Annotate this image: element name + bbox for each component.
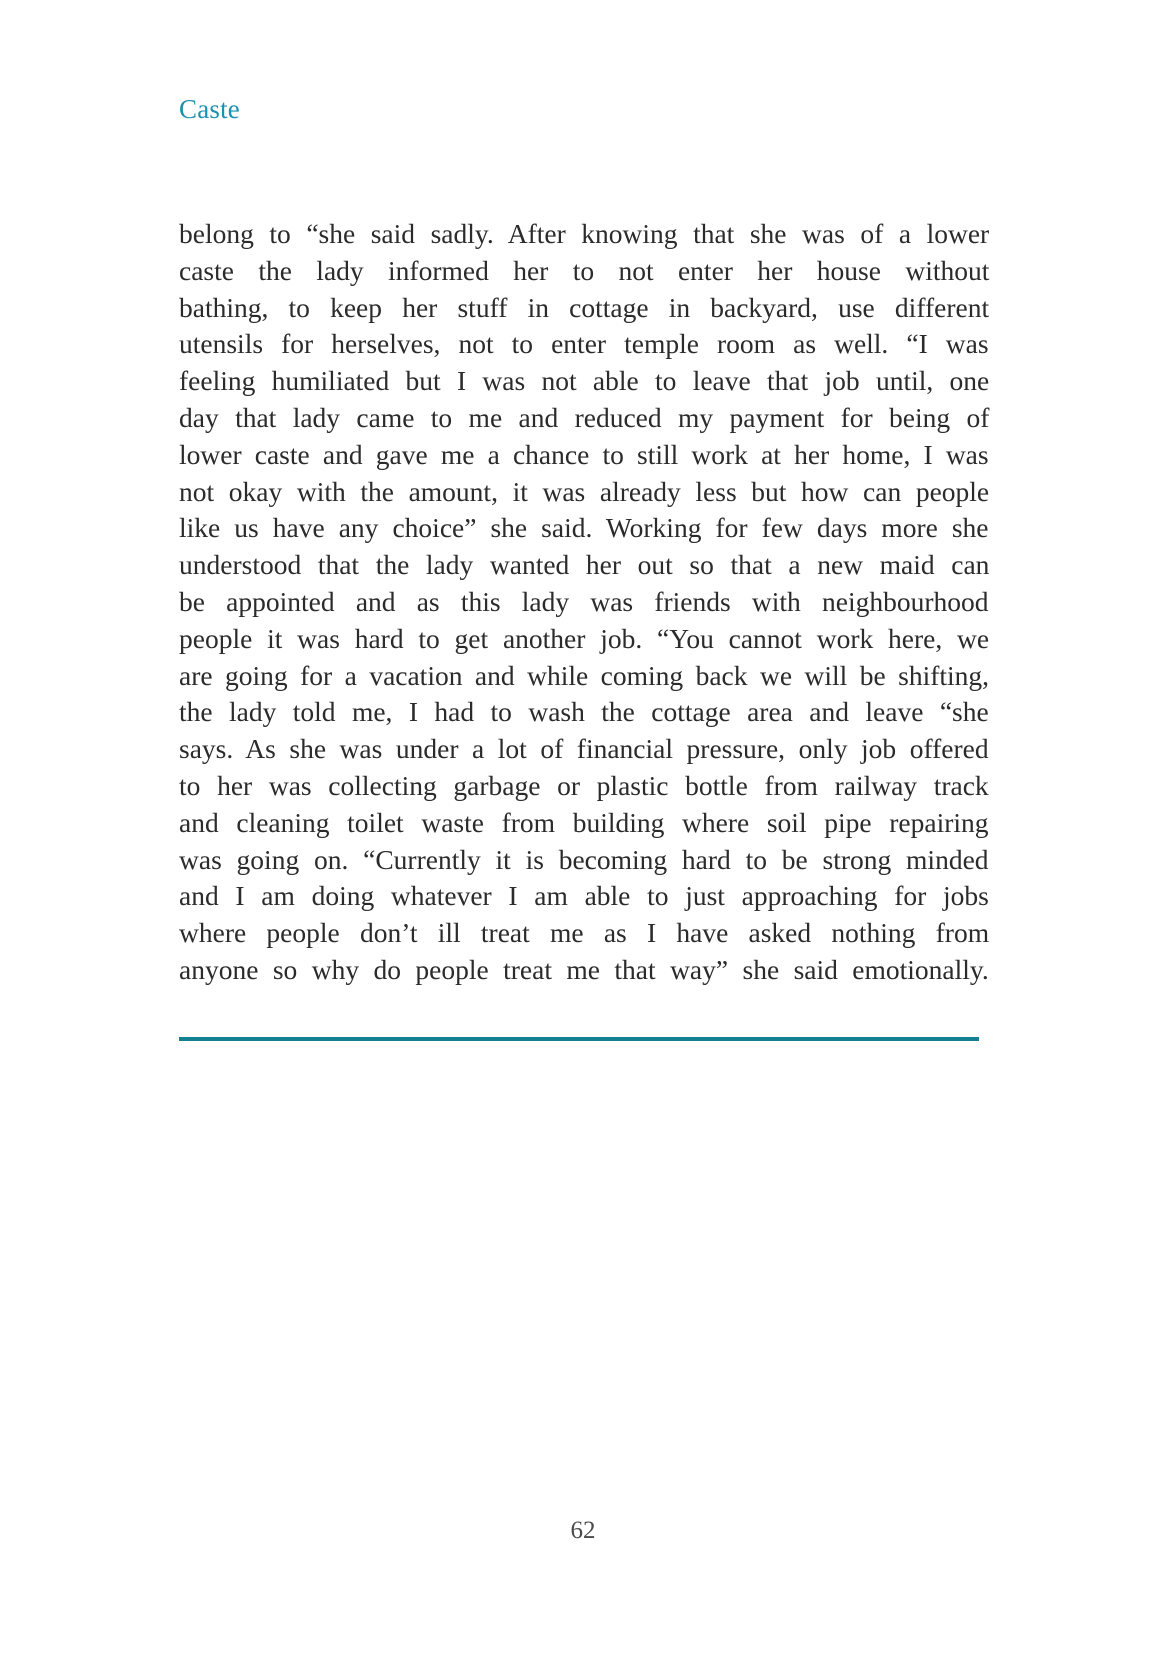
paragraph-line: and I am doing whatever I am able to just approaching for jobs	[179, 880, 989, 912]
paragraph-line: be appointed and as this lady was friends with neighbourhood	[179, 585, 989, 617]
paragraph-line: lower caste and gave me a chance to still work at her home, I was	[179, 438, 989, 470]
paragraph-line: where people don’t ill treat me as I have asked nothing from	[179, 917, 990, 949]
section-divider-rule	[179, 1037, 979, 1041]
paragraph-line: belong to “she said sadly. After knowing that she was of a lower	[179, 218, 990, 249]
page-number: 62	[570, 1517, 596, 1544]
paragraph-line: not okay with the amount, it was already less but how can people	[179, 475, 990, 507]
paragraph-line: and cleaning toilet waste from building where soil pipe repairing	[179, 806, 989, 838]
running-header-title: Caste	[179, 94, 240, 124]
paragraph-line: like us have any choice” she said. Working for few days more she	[179, 512, 989, 544]
paragraph-line: are going for a vacation and while coming back we will be shifting,	[179, 659, 990, 691]
body-paragraph	[179, 216, 989, 989]
paragraph-line: the lady told me, I had to wash the cottage area and leave “she	[179, 696, 989, 728]
paragraph-line: caste the lady informed her to not enter her house without	[179, 254, 990, 286]
paragraph-line: day that lady came to me and reduced my payment for being of	[179, 401, 990, 433]
paragraph-line: utensils for herselves, not to enter temple room as well. “I was	[179, 328, 989, 360]
paragraph-line: anyone so why do people treat me that way” she said emotionally.	[179, 953, 989, 985]
paragraph-line: bathing, to keep her stuff in cottage in backyard, use different	[179, 291, 990, 323]
paragraph-line: says. As she was under a lot of financial pressure, only job offered	[179, 733, 989, 765]
paragraph-line: to her was collecting garbage or plastic bottle from railway track	[179, 769, 989, 801]
paragraph-line: understood that the lady wanted her out so that a new maid can	[179, 549, 990, 581]
paragraph-line: was going on. “Currently it is becoming hard to be strong minded	[179, 843, 989, 875]
paragraph-line: people it was hard to get another job. “You cannot work here, we	[179, 622, 990, 654]
paragraph-line: feeling humiliated but I was not able to leave that job until, one	[179, 365, 990, 397]
